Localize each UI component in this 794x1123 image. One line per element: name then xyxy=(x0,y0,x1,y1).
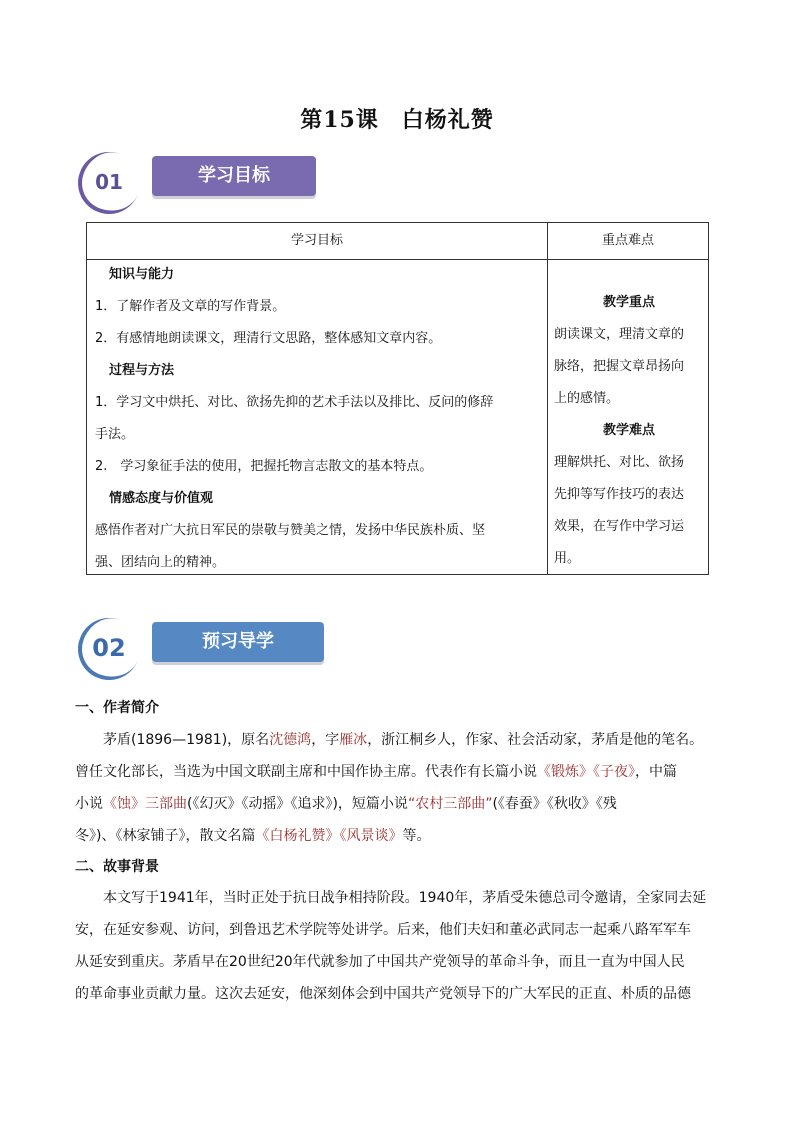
table-line: 1．学习文中烘托、对比、欲扬先抑的艺术手法以及排比、反问的修辞 xyxy=(95,395,494,410)
lesson-title: 第15课 白杨礼赞 xyxy=(300,107,494,133)
highlight-trilogy: 《蚀》三部曲 xyxy=(103,796,187,812)
section-label: 预习导学 xyxy=(152,622,324,662)
table-header-objectives: 学习目标 xyxy=(290,233,343,248)
author-paragraph xyxy=(75,724,725,852)
highlight-rural-trilogy: “农村三部曲” xyxy=(407,796,493,812)
text-run: ，字 xyxy=(311,732,340,748)
paragraph-line xyxy=(75,820,725,852)
table-line: 1．了解作者及文章的写作背景。 xyxy=(95,299,286,314)
highlight-novels: 《锻炼》《子夜》 xyxy=(537,764,635,780)
text-run: 冬》)、《林家铺子》，散文名篇 xyxy=(75,828,256,844)
heading-background: 二、故事背景 xyxy=(75,859,159,875)
table-subheading: 教学难点 xyxy=(602,423,655,438)
text-run: ，浙江桐乡人，作家、社会活动家，茅盾是他的笔名。 xyxy=(367,732,704,748)
section-header-preview xyxy=(78,618,328,680)
table-line: 脉络，把握文章昂扬向 xyxy=(554,359,685,374)
table-line: 2．有感情地朗读课文，理清行文思路，整体感知文章内容。 xyxy=(95,331,442,346)
table-line: 理解烘托、对比、欲扬 xyxy=(554,455,685,470)
highlight-name: 沈德鸿 xyxy=(269,732,312,748)
section-number: 02 xyxy=(92,634,126,662)
table-line: 先抑等写作技巧的表达 xyxy=(554,487,685,502)
objectives-cell xyxy=(95,259,543,579)
table-line: 强、团结向上的精神。 xyxy=(95,555,226,570)
text-run: (《春蚕》《秋收》《残 xyxy=(492,796,617,812)
table-subheading: 知识与能力 xyxy=(109,267,175,282)
heading-author: 一、作者简介 xyxy=(75,700,159,716)
table-line: 用。 xyxy=(554,551,581,566)
text-run: 小说 xyxy=(75,796,103,812)
key-points-cell xyxy=(554,287,704,575)
table-line: 效果，在写作中学习运 xyxy=(554,519,685,534)
section-number: 01 xyxy=(95,170,123,194)
paragraph-line: 本文写于1941年，当时正处于抗日战争相持阶段。1940年，茅盾受朱德总司令邀请，全家同去延 xyxy=(75,890,707,906)
section-label: 学习目标 xyxy=(152,156,316,196)
text-run: 等。 xyxy=(402,828,431,844)
highlight-essays: 《白杨礼赞》《风景谈》 xyxy=(255,828,403,844)
paragraph-line xyxy=(75,724,725,756)
table-subheading: 教学重点 xyxy=(602,295,655,310)
paragraph-line: 的革命事业贡献力量。这次去延安，他深刻体会到中国共产党领导下的广大军民的正直、朴质的品德 xyxy=(75,986,691,1002)
paragraph-line xyxy=(75,756,725,788)
text-run: 曾任文化部长，当选为中国文联副主席和中国作协主席。代表作有长篇小说 xyxy=(75,764,537,780)
paragraph-line: 安，在延安参观、访问，到鲁迅艺术学院等处讲学。后来，他们夫妇和董必武同志一起乘八路军军车 xyxy=(75,922,691,938)
table-subheading: 情感态度与价值观 xyxy=(109,491,214,506)
text-run: ，中篇 xyxy=(635,764,677,780)
table-line: 感悟作者对广大抗日军民的崇敬与赞美之情，发扬中华民族朴质、坚 xyxy=(95,523,486,538)
highlight-courtesy-name: 雁冰 xyxy=(339,732,368,748)
text-run: (《幻灭》《动摇》《追求》)，短篇小说 xyxy=(187,796,408,812)
background-paragraph xyxy=(75,882,725,1010)
table-line: 手法。 xyxy=(95,427,135,442)
table-line: 上的感情。 xyxy=(554,391,620,406)
objectives-table xyxy=(86,222,709,575)
table-header-key-points: 重点难点 xyxy=(601,233,654,248)
text-run: 茅盾(1896—1981)，原名 xyxy=(75,732,270,748)
paragraph-line xyxy=(75,788,725,820)
paragraph-line: 从延安到重庆。茅盾早在20世纪20年代就参加了中国共产党领导的革命斗争，而且一直为中国人民 xyxy=(75,954,685,970)
section-header-objectives xyxy=(78,152,328,214)
table-line: 2. 学习象征手法的使用，把握托物言志散文的基本特点。 xyxy=(95,459,433,474)
table-subheading: 过程与方法 xyxy=(109,363,175,378)
table-line: 朗读课文，理清文章的 xyxy=(554,327,685,342)
